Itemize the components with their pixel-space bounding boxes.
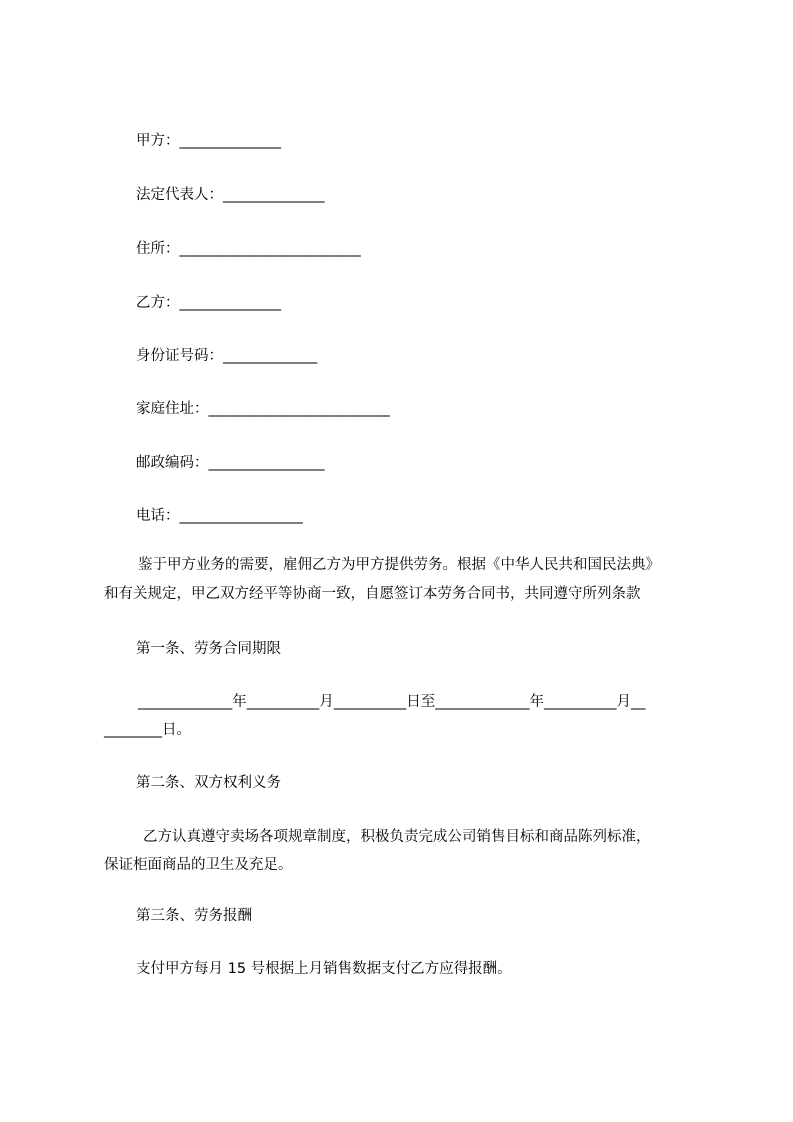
article-3-title: 第三条、劳务报酬 (136, 908, 252, 924)
intro-line-2: 和有关规定，甲乙双方经平等协商一致，自愿签订本劳务合同书，共同遵守所列条款 (104, 586, 641, 602)
contract-period-line-1[interactable]: _____________年__________月__________日至_____________年__________月__ (138, 694, 646, 710)
phone-blank[interactable]: _________________ (179, 508, 303, 524)
article-1-title: 第一条、劳务合同期限 (136, 641, 281, 657)
intro-line-1: 鉴于甲方业务的需要，雇佣乙方为甲方提供劳务。根据《中华人民共和国民法典》 (138, 557, 660, 573)
home-address-field (136, 399, 390, 419)
postal-code-label: 邮政编码： (136, 455, 209, 471)
article-2-line-1: 乙方认真遵守卖场各项规章制度，积极负责完成公司销售目标和商品陈列标准， (143, 829, 651, 845)
party-a-blank[interactable]: ______________ (179, 133, 281, 149)
party-b-blank[interactable]: ______________ (179, 295, 281, 311)
postal-code-blank[interactable]: ________________ (208, 455, 325, 471)
contract-period-line-2[interactable]: ________日。 (104, 722, 191, 738)
legal-rep-field (136, 185, 325, 205)
residence-blank[interactable]: _________________________ (179, 241, 361, 257)
phone-label: 电话： (136, 508, 180, 524)
home-address-label: 家庭住址： (136, 401, 209, 417)
id-number-label: 身份证号码： (136, 348, 223, 364)
id-number-field (136, 346, 317, 366)
residence-label: 住所： (136, 241, 180, 257)
id-number-blank[interactable]: _____________ (223, 348, 318, 364)
phone-field (136, 506, 303, 526)
party-b-field (136, 293, 281, 313)
article-2-line-2: 保证柜面商品的卫生及充足。 (104, 857, 293, 873)
legal-rep-label: 法定代表人： (136, 187, 223, 203)
party-a-field (136, 131, 281, 151)
home-address-blank[interactable]: _________________________ (208, 401, 390, 417)
postal-code-field (136, 453, 325, 473)
legal-rep-blank[interactable]: ______________ (223, 187, 325, 203)
residence-field (136, 239, 361, 259)
party-a-label: 甲方： (136, 133, 180, 149)
article-2-title: 第二条、双方权利义务 (136, 775, 281, 791)
article-3-line-1: 支付甲方每月 15 号根据上月销售数据支付乙方应得报酬。 (136, 961, 512, 977)
party-b-label: 乙方： (136, 295, 180, 311)
